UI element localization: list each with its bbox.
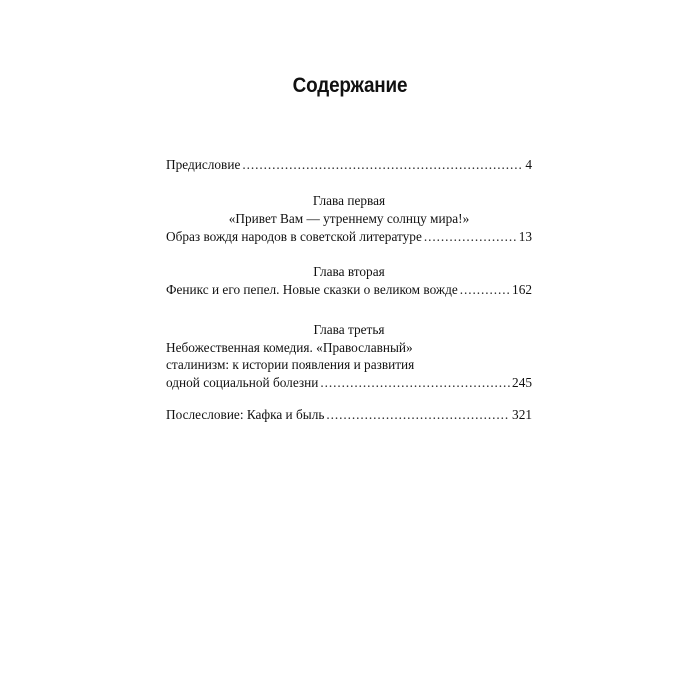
dot-leader [460,282,510,298]
toc-entry-label: Предисловие [166,157,241,172]
toc-entry-chapter1[interactable] [166,229,532,247]
chapter-heading: Глава третья [313,322,385,337]
toc-page-number: 162 [512,282,532,297]
dot-leader [326,407,510,423]
dot-leader [242,157,523,173]
toc-entry-preface[interactable] [166,157,532,175]
chapter-heading: Глава вторая [313,264,385,279]
page-title: Содержание [292,74,408,97]
toc-entry-label: Феникс и его пепел. Новые сказки о великом вожде [166,282,458,297]
toc-entry-afterword[interactable] [166,407,532,425]
toc-entry-chapter3[interactable] [166,375,532,393]
chapter-title-line: сталинизм: к истории появления и развития [166,357,415,372]
dot-leader [320,375,510,391]
chapter-subtitle: «Привет Вам — утреннему солнцу мира!» [228,211,470,226]
toc-page-number: 4 [525,157,532,172]
toc-page-number: 13 [518,229,532,244]
chapter-title-line: Небожественная комедия. «Православный» [166,340,413,355]
toc-page-number: 321 [512,407,532,422]
toc-entry-label: Послесловие: Кафка и быль [166,407,325,422]
chapter-heading: Глава первая [312,193,386,208]
dot-leader [424,229,517,245]
toc-entry-chapter2[interactable] [166,282,532,300]
toc-entry-label: Образ вождя народов в советской литературе [166,229,422,244]
toc-entry-label: одной социальной болезни [166,375,319,390]
toc-page-number: 245 [512,375,532,390]
